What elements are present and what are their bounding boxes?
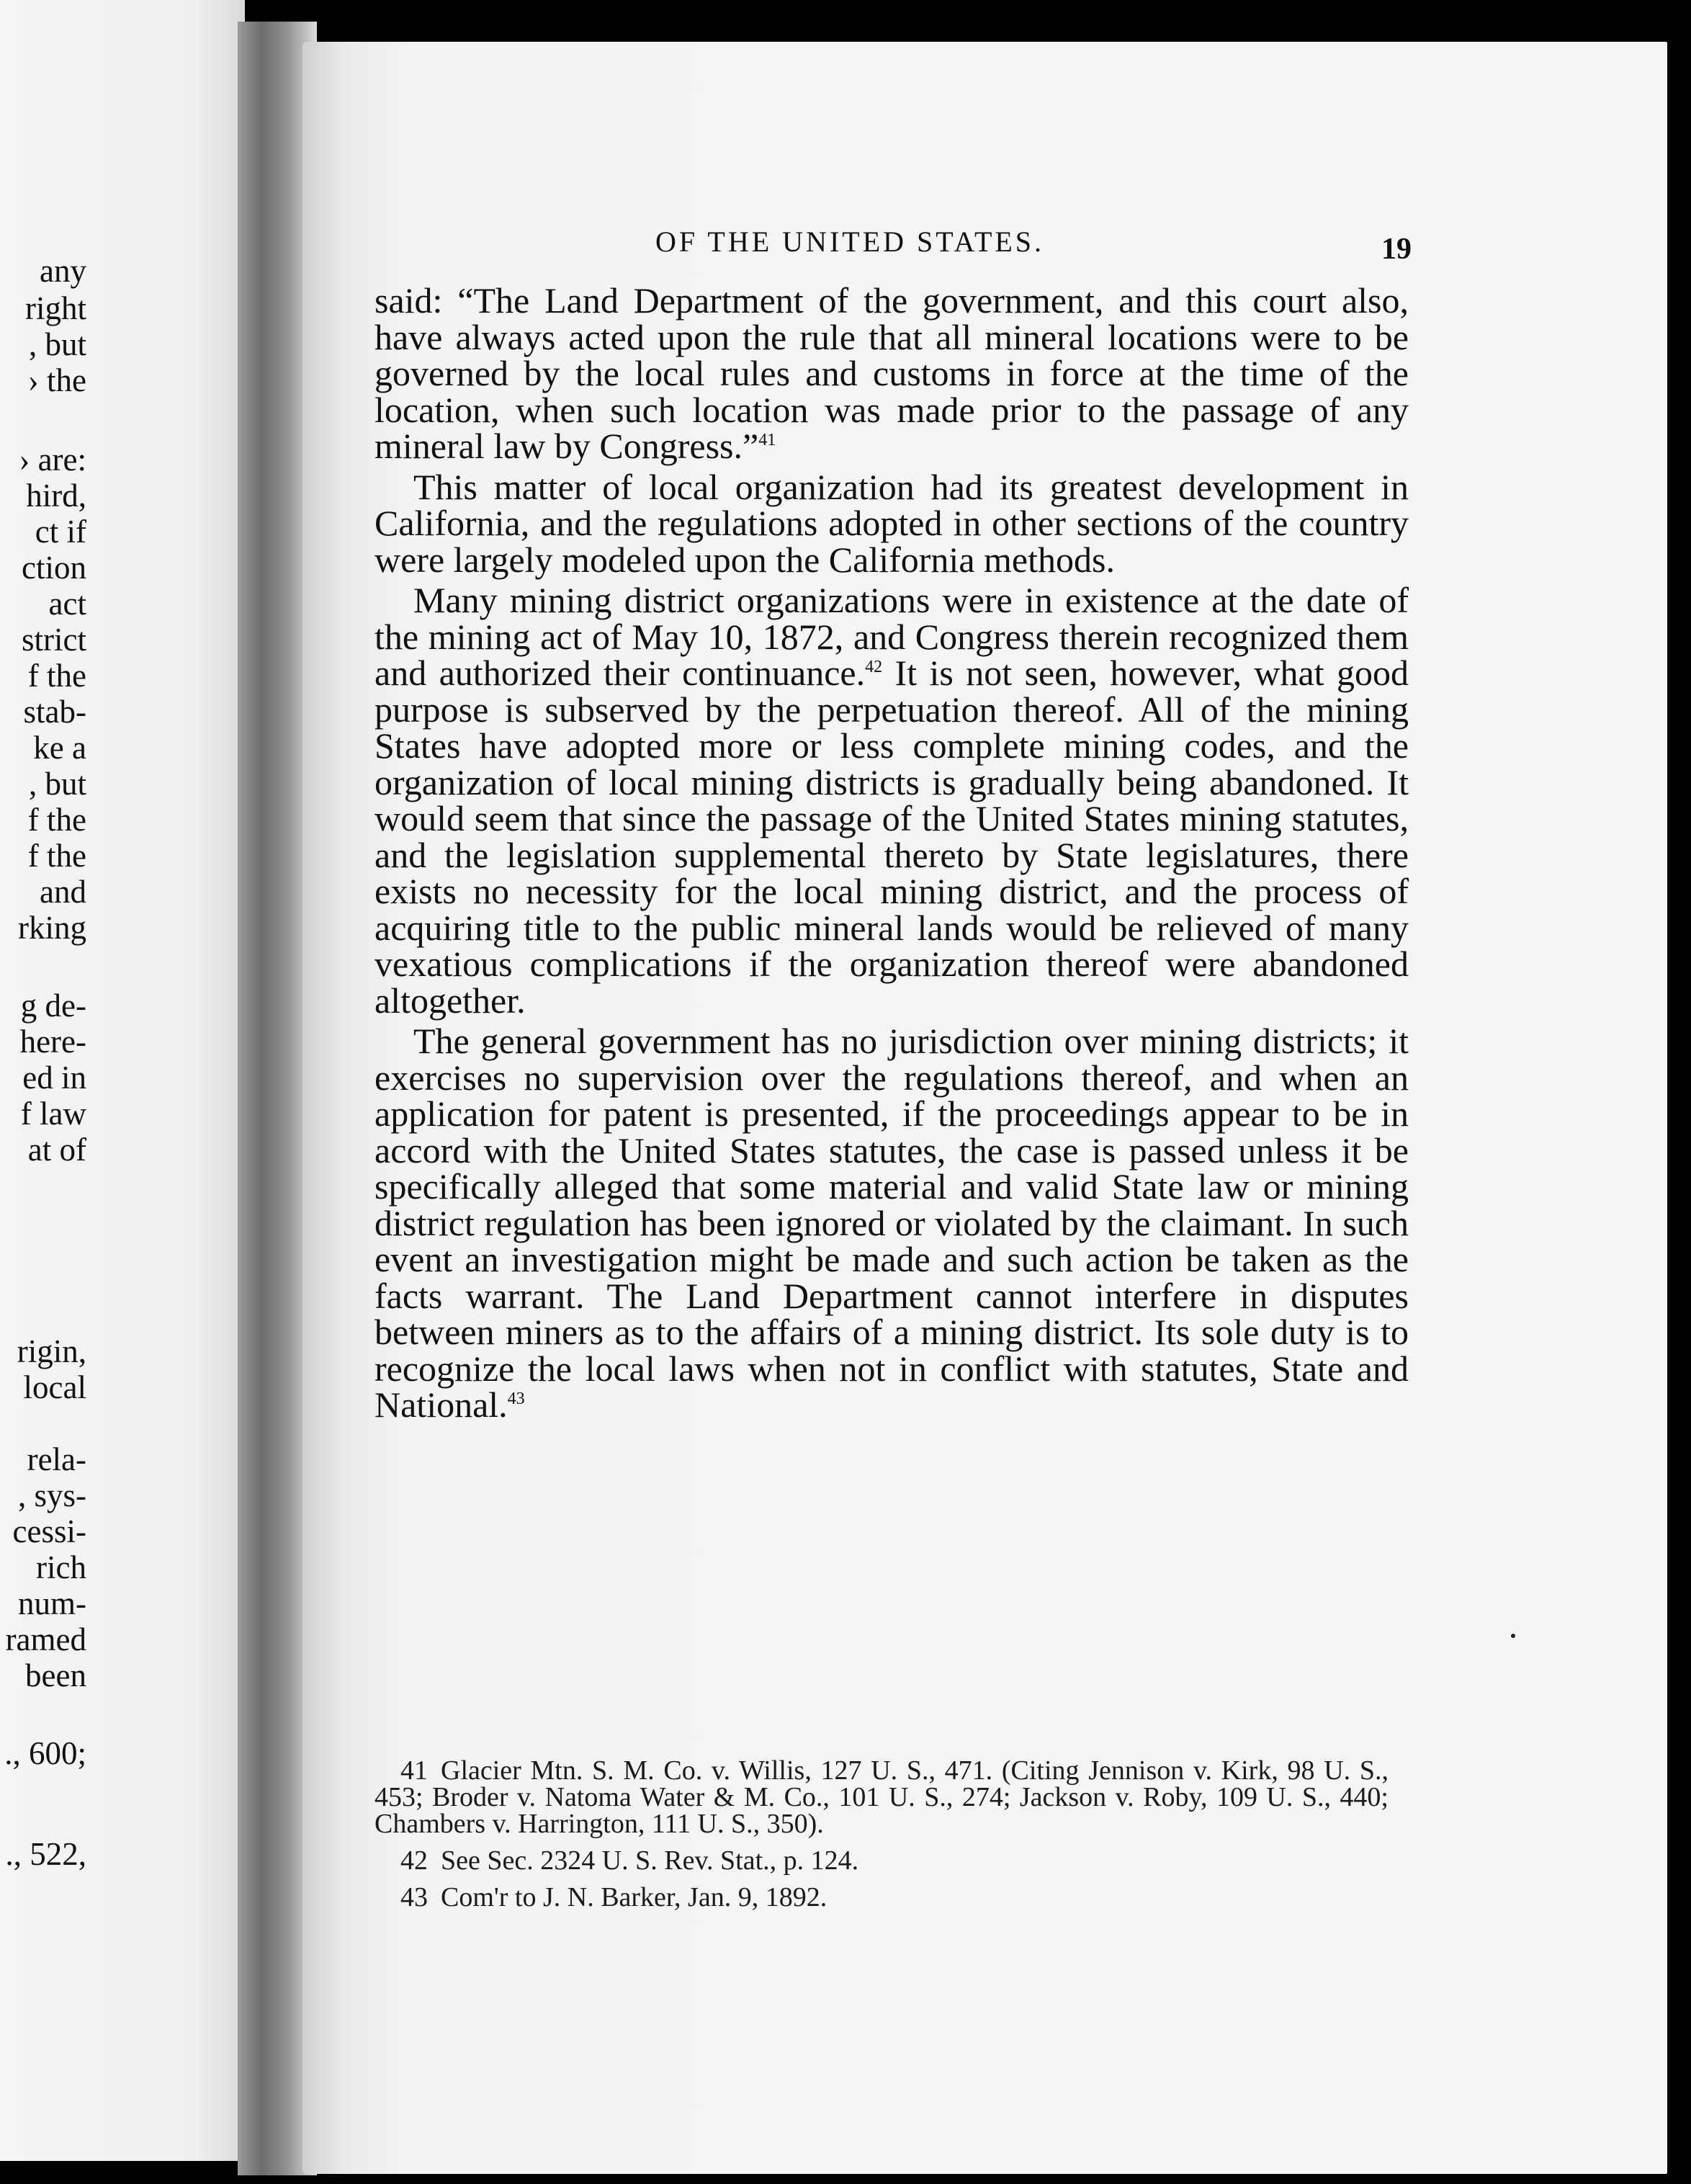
left-page-line-fragment: been	[25, 1657, 86, 1693]
footnote-43	[374, 1884, 1389, 1911]
footnote-text: See Sec. 2324 U. S. Rev. Stat., p. 124.	[441, 1845, 859, 1876]
ink-speck	[1511, 1634, 1515, 1638]
left-page-line-fragment: , sys-	[17, 1477, 86, 1513]
footnote-ref-41: 41	[758, 431, 776, 449]
left-page-line-fragment: g de-	[20, 988, 86, 1024]
footnote-ref-42: 42	[865, 658, 883, 676]
left-page-line-fragment: rigin,	[17, 1333, 86, 1369]
left-page-line-fragment: ke a	[33, 730, 86, 766]
left-page-line-fragment: f the	[27, 838, 86, 874]
left-page-line-fragment: rela-	[27, 1441, 86, 1477]
left-page-line-fragment: rking	[18, 910, 86, 946]
footnote-42	[374, 1845, 1389, 1876]
paragraph-3	[374, 582, 1409, 1019]
left-page-line-fragment: local	[23, 1369, 86, 1405]
paragraph-3-text-after: It is not seen, however, what good purpose is subserved by the perpetuation thereof. All of the mining States have adopted more or less complete mining codes, and the organization of local mining districts is gradually being abandoned. It would seem that since the passage of the United States mining statutes, and the legislation supplemental thereto by State legislatures, there exists no necessity for the local mining district, and the process of acquiring title to the public mineral lands would be relieved of many vexatious complications if the organization thereof were abandoned altogether.	[374, 653, 1409, 1021]
page-number: 19	[1381, 233, 1412, 266]
left-page-line-fragment: stab-	[23, 694, 86, 730]
paragraph-1	[374, 282, 1409, 465]
left-page-line-fragment: ed in	[22, 1060, 86, 1096]
footnote-number: 42	[400, 1845, 428, 1876]
left-page-line-fragment: num-	[18, 1585, 86, 1621]
left-page-line-fragment: and	[40, 874, 86, 910]
left-page-line-fragment: ., 522,	[5, 1836, 86, 1872]
left-page-line-fragment: ction	[22, 550, 86, 586]
left-page-line-fragment: › the	[27, 362, 86, 398]
paragraph-3-text-before: Many mining district organizations were in existence at the date of the mining act of May 10, 1872, and Congress therein recognized them and authorized their continuance.	[374, 580, 1409, 693]
left-page-line-fragment: ct if	[35, 514, 86, 550]
left-page-line-fragment: hird,	[26, 478, 86, 514]
left-page-line-fragment: , but	[28, 326, 86, 362]
left-page-line-fragment: › are:	[19, 442, 86, 478]
left-page-line-fragment: , but	[28, 766, 86, 802]
paragraph-2-text: This matter of local organization had its greatest development in California, and the regulations adopted in other sections of the country were largely modeled upon the California methods.	[374, 466, 1409, 580]
left-page-line-fragment: here-	[19, 1024, 86, 1060]
footnote-ref-43: 43	[507, 1389, 525, 1408]
left-page-line-fragment: f law	[20, 1096, 86, 1132]
left-page-line-fragment: rich	[36, 1549, 86, 1585]
left-page-line-fragment: f the	[27, 802, 86, 838]
left-page-line-fragment: at of	[27, 1132, 86, 1168]
running-head: OF THE UNITED STATES.	[655, 225, 1045, 258]
footnote-number: 43	[400, 1882, 428, 1912]
left-page-line-fragment: cessi-	[12, 1513, 86, 1549]
body-text	[374, 282, 1409, 1428]
footnote-41	[374, 1755, 1389, 1839]
left-page-line-fragment: right	[25, 290, 86, 326]
left-page-line-fragment: ., 600;	[4, 1735, 86, 1771]
left-page-line-fragment: any	[40, 253, 86, 289]
left-page-line-fragment: strict	[22, 622, 86, 658]
left-page-line-fragment: ramed	[5, 1621, 86, 1657]
left-page-line-fragment: f the	[27, 658, 86, 694]
footnotes	[374, 1755, 1389, 1921]
footnote-number: 41	[400, 1755, 428, 1786]
paragraph-1-text: said: “The Land Department of the government, and this court also, have always acted upon the rule that all mineral locations were to be governed by the local rules and customs in force at the time of the location, when such location was made prior to the passage of any mineral law by Congress.”	[374, 280, 1409, 466]
footnote-text: Glacier Mtn. S. M. Co. v. Willis, 127 U. S., 471. (Citing Jennison v. Kirk, 98 U. S., 453; Broder v. Natoma Water & M. Co., 101 U. S., 274; Jackson v. Roby, 109 U. S., 440; Chambers v. Harrington, 111 U. S., 350).	[374, 1755, 1389, 1839]
paragraph-4	[374, 1023, 1409, 1423]
left-page-line-fragment: act	[48, 586, 86, 622]
paragraph-2	[374, 466, 1409, 580]
paragraph-4-text: The general government has no jurisdiction over mining districts; it exercises no supervision over the regulations thereof, and when an application for patent is presented, if the proceedings appear to be in accord with the United States statutes, the case is passed unless it be specifically alleged that some material and valid State law or mining district regulation has been ignored or violated by the claimant. In such event an investigation might be made and such action be taken as the facts warrant. The Land Department cannot interfere in disputes between miners as to the affairs of a mining district. Its sole duty is to recognize the local laws when not in conflict with statutes, State and National.	[374, 1021, 1409, 1425]
footnote-text: Com'r to J. N. Barker, Jan. 9, 1892.	[441, 1882, 827, 1912]
